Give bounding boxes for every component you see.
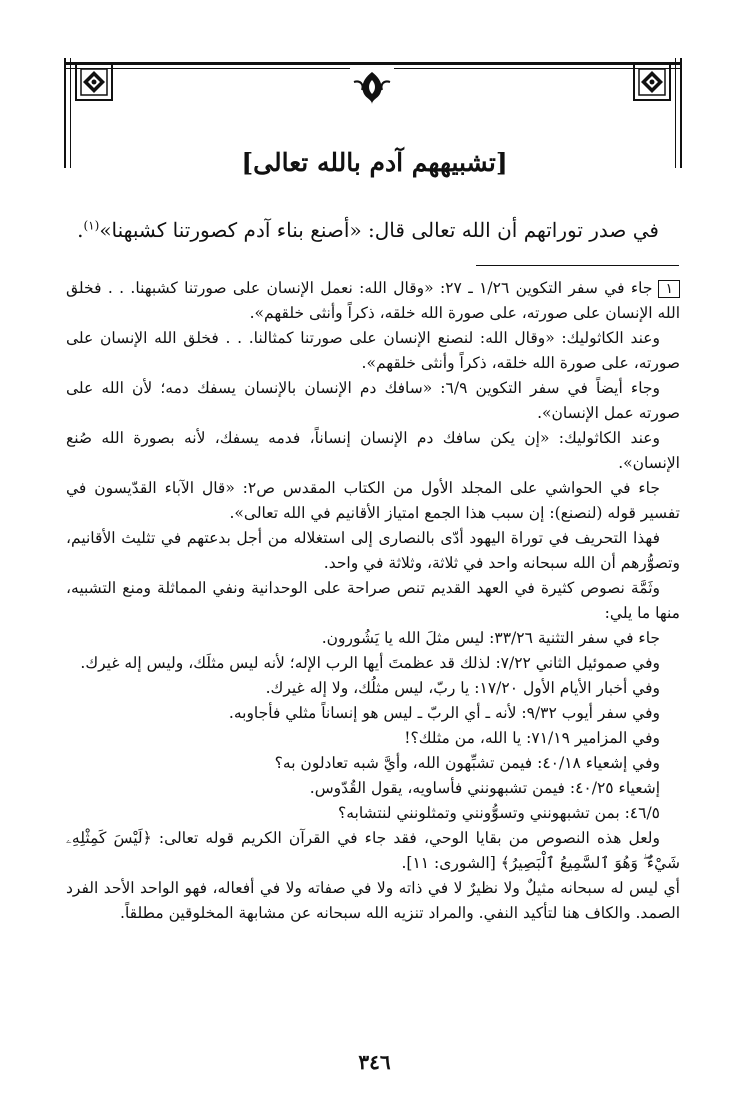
- footnote-paragraph: وثَمَّة نصوص كثيرة في العهد القديم تنص صراحة على الوحدانية ونفي المماثلة ومنع التشبيه، منها ما يلي:: [66, 579, 680, 622]
- page-number: ٣٤٦: [358, 1050, 391, 1074]
- footnote-paragraph: وفي أخبار الأيام الأول ١٧/٢٠: يا ربّ، ليس مثلُك، ولا إله غيرك.: [265, 679, 660, 697]
- footnote-paragraph: وفي إشعياء ٤٠/١٨: فيمن تشبِّهون الله، وأيَّ شبه تعادلون به؟: [274, 754, 660, 772]
- intro-paragraph: [70, 218, 659, 242]
- frame-top-thick-line: [64, 62, 682, 65]
- ornament-center-flourish-icon: [350, 68, 394, 108]
- ornament-corner-left-icon: [74, 62, 114, 102]
- intro-text: في صدر توراتهم أن الله تعالى قال: «أصنع بناء آدم كصورتنا كشبهنا»: [99, 218, 659, 242]
- footnote-paragraph: وعند الكاثوليك: «وقال الله: لنصنع الإنسان على صورتنا كمثالنا. . . فخلق الله الإنسان على صورته، على صورة الله خلقه، ذكراً وأنثى خلقهم».: [66, 329, 680, 372]
- ornament-corner-right-icon: [632, 62, 672, 102]
- footnote-paragraph: أي ليس له سبحانه مثيلٌ ولا نظيرٌ لا في ذاته ولا في صفاته ولا في أفعاله، فهو الواحد الأحد الفرد الصمد. والكاف هنا لتأكيد النفي. والمراد تنزيه الله سبحانه عن مشابهة المخلوقين مطلقاً.: [66, 879, 680, 922]
- footnote-separator: [476, 265, 679, 266]
- footnote-paragraph: وجاء أيضاً في سفر التكوين ٦/٩: «سافك دم الإنسان بالإنسان يسفك دمه؛ لأن الله على صورته عمل الإنسان».: [66, 379, 680, 422]
- footnote-paragraph: وفي صموئيل الثاني ٧/٢٢: لذلك قد عظمتَ أيها الرب الإله؛ لأنه ليس مثلَك، وليس إله غيرك.: [80, 654, 660, 672]
- footnote-paragraph: إشعياء ٤٠/٢٥: فيمن تشبهونني فأساويه، يقول القُدّوس.: [309, 779, 660, 797]
- footnote-paragraph: ١جاء في سفر التكوين ١/٢٦ ـ ٢٧: «وقال الله: نعمل الإنسان على صورتنا كشبهنا. . . فخلق الله الإنسان على صورته، على صورة الله خلقه، ذكراً وأنثى خلقهم».: [66, 279, 680, 322]
- footnote-paragraph: جاء في سفر التثنية ٣٣/٢٦: ليس مثلَ الله يا يَشُورون.: [321, 629, 660, 647]
- footnote-paragraph: جاء في الحواشي على المجلد الأول من الكتاب المقدس ص٢: «قال الآباء القدّيسون في تفسير قوله (لنصنع): إن سبب هذا الجمع امتياز الأقانيم في الله تعالى».: [66, 479, 680, 522]
- footnote-body: [66, 276, 680, 926]
- footnote-paragraph: وفي المزامير ٧١/١٩: يا الله، من مثلك؟!: [404, 729, 660, 747]
- intro-end: .: [77, 218, 84, 242]
- footnote-paragraph: ٤٦/٥: بمن تشبهونني وتسوُّونني وتمثلونني لنتشابه؟: [337, 804, 660, 822]
- footnote-paragraph: ولعل هذه النصوص من بقايا الوحي، فقد جاء في القرآن الكريم قوله تعالى: ﴿لَيْسَ كَمِثْلِهِۦ شَيْءٌ ۖ وَهُوَ ٱلسَّمِيعُ ٱلْبَصِيرُ﴾ [الشورى: ١١].: [66, 829, 680, 872]
- chapter-title: [تشبيههم آدم بالله تعالى]: [241, 148, 508, 177]
- footnote-paragraph: وفي سفر أيوب ٩/٣٢: لأنه ـ أي الربّ ـ ليس هو إنساناً مثلي فأجاوبه.: [228, 704, 660, 722]
- footnote-number: ١: [658, 280, 680, 298]
- footnote-reference[interactable]: (١): [83, 218, 100, 233]
- footnote-paragraph: فهذا التحريف في توراة اليهود أدّى بالنصارى إلى استغلاله من أجل بدعتهم في تثليث الأقانيم، وتصوُّرهم أن الله سبحانه واحد في ثلاثة، وثلاثة في واحد.: [66, 529, 680, 572]
- footnote-paragraph: وعند الكاثوليك: «إن يكن سافك دم الإنسان إنساناً، فدمه يسفك، لأنه بصورة الله صُنع الإنسان».: [66, 429, 680, 472]
